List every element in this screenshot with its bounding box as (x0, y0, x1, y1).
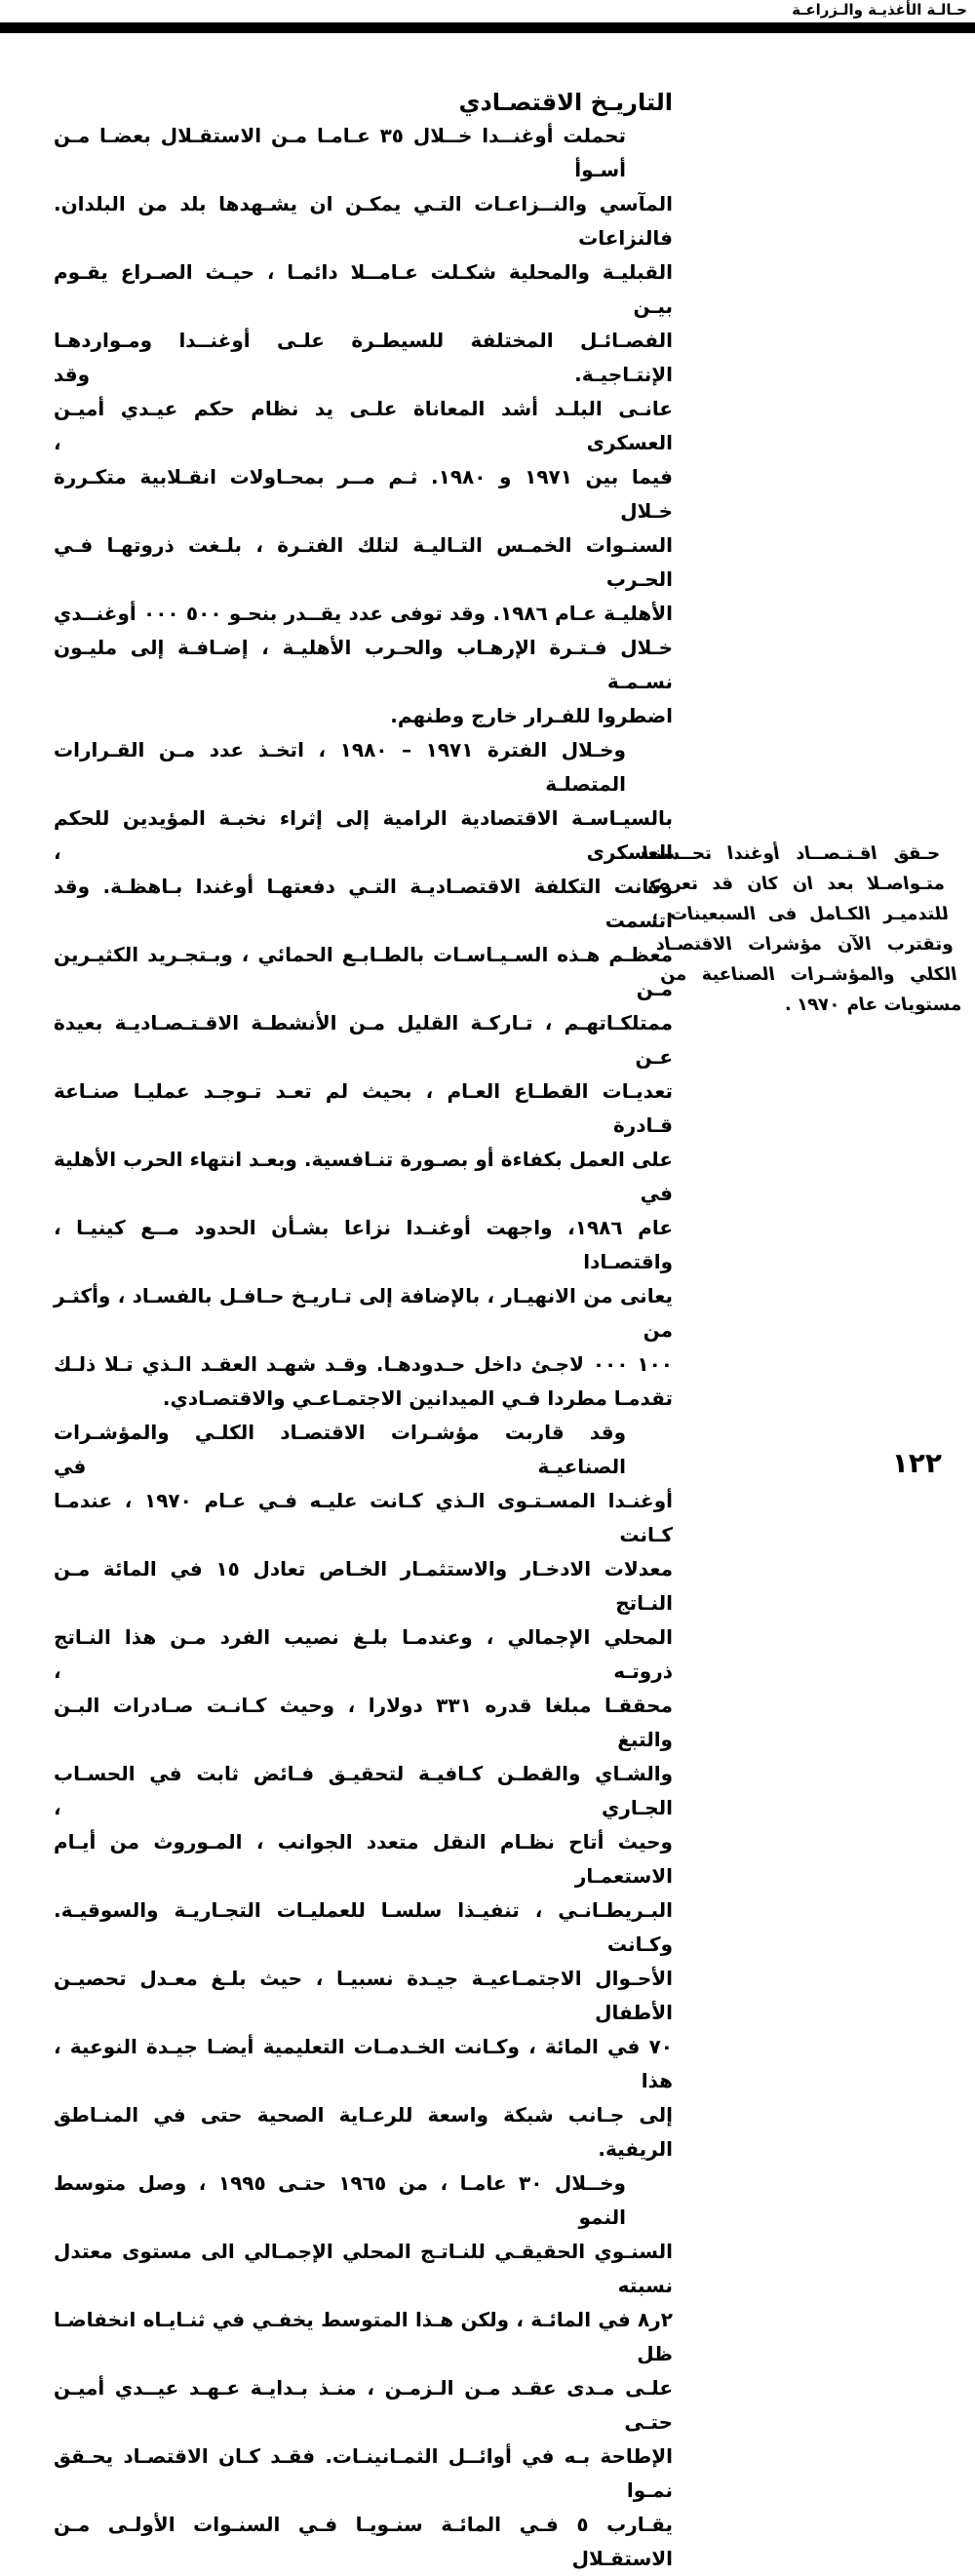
text-line: وخــلال ٣٠ عامـا ، من ١٩٦٥ حتـى ١٩٩٥ ، وصل متوسط النمو (54, 2171, 626, 2229)
paragraph (54, 1416, 673, 2166)
text-line: عانـى البلـد أشد المعاناة علـى يد نظام حكم عيـدي أميـن العسكرى ، (54, 397, 673, 454)
text-line: تقدمـا مطردا فـي الميدانين الاجتمـاعـي والاقتصـادي. (162, 1386, 673, 1410)
margin-note (641, 839, 963, 1020)
text-line: السنـوات الخمـس التـاليـة لتلك الفتـرة ، بلـغت ذروتهـا فـي الحـرب (54, 533, 673, 591)
text-line: الأحـوال الاجتمـاعيـة جيـدة نسبيـا ، حيث بلـغ معـدل تحصيـن الأطفال (54, 1967, 673, 2024)
text-line: وكانت التكلفة الاقتصـاديـة التـي دفعتهـا أوغندا بـاهظـة. وقد اتسمت (54, 875, 673, 932)
text-line: وخـلال الفترة ١٩٧١ – ١٩٨٠ ، اتخـذ عدد مـن القـرارات المتصلـة (54, 738, 626, 796)
margin-note-line: مستويات عام ١٩٧٠ . (782, 995, 963, 1015)
text-line: تعديـات القطـاع العـام ، بحيث لم تعـد تـوجـد عمليـا صنـاعة قـادرة (54, 1079, 673, 1137)
paragraph (54, 733, 673, 1416)
text-line: ١٠٠ ٠٠٠ لاجـئ داخل حـدودهـا. وقـد شهـد العقـد الـذي تـلا ذلـك (54, 1352, 674, 1376)
text-line: المحلي الإجمالي ، وعندمـا بلـغ نصيب الفرد مـن هذا النـاتج ذروتـه ، (54, 1625, 673, 1683)
margin-note-line: متـواصـلا بعد ان كان قد تعرض (644, 874, 946, 894)
text-line: ممتلكـاتهـم ، تـاركـة القليل مـن الأنشطـة الاقـتـصـاديـة بعيدة عـن (54, 1011, 673, 1069)
text-line: معظـم هـذه السـيـاسـات بالطـابـع الحمائي ، وبـتجـريد الكثيـرين مـن (54, 943, 673, 1000)
header-rule (0, 22, 975, 33)
text-line: عام ١٩٨٦، واجهت أوغنـدا نزاعا بشـأن الحدود مــع كينيـا ، واقتصـادا (54, 1216, 673, 1273)
text-line: وقد قاربت مؤشـرات الاقتصـاد الكلـي والمؤشـرات الصناعيـة في (54, 1421, 626, 1478)
article-column (54, 86, 673, 2576)
text-line: محققـا مبلغا قدره ٣٣١ دولارا ، وحيث كـانـت صـادرات البـن والتبغ (54, 1694, 673, 1751)
text-line: على العمل بكفاءة أو بصـورة تنـافسية. وبعـد انتهاء الحرب الأهلية في (54, 1148, 673, 1205)
text-line: وحيث أتاح نظـام النقل متعدد الجوانب ، المـوروث من أيـام الاستعمـار (54, 1830, 673, 1888)
margin-note-line: حـقق اقـتـصــاد أوغندا تحــسنـا (641, 843, 942, 864)
paragraph (54, 2166, 673, 2576)
text-line: ٧٠ في المائة ، وكـانت الخـدمـات التعليمية أيضـا جيـدة النوعية ، هذا (54, 2035, 673, 2092)
text-line: السنـوي الحقيقـي للنـاتـج المحلي الإجمـالي الى مستوى معتدل نسبته (54, 2240, 673, 2297)
text-line: القبليـة والمحلية شكـلت عـامــلا دائمـا ، حيـث الصـراع يقـوم بيـن (54, 260, 673, 318)
page-number: ١٢٢ (891, 1447, 942, 1479)
text-line: الإطاحة بـه في أوائــل الثمـانينـات. فقـد كـان الاقتصـاد يحـقق نمـوا (54, 2444, 673, 2502)
text-line: يعانى من الانهيـار ، بالإضافة إلى تـاريـخ حـافـل بالفسـاد ، وأكثـر من (54, 1284, 673, 1342)
text-line: فيما بين ١٩٧١ و ١٩٨٠. ثـم مــر بمحـاولات انقـلابية متكـررة خـلال (54, 465, 674, 523)
margin-note-line: للتدميـر الكـامل فى السبعينات ، (649, 904, 951, 924)
text-line: الأهليـة عـام ١٩٨٦. وقد توفى عدد يقــدر بنحـو ٥٠٠ ٠٠٠ أوغنــدي (54, 602, 674, 625)
text-line: علـى مـدى عقـد مـن الـزمـن ، منـذ بـدايـة عـهـد عيــدي أميـن حتـى (54, 2376, 673, 2434)
text-line: إلى جـانب شبكة واسعة للرعـاية الصحية حتى في المنـاطق الريفية. (54, 2103, 673, 2161)
text-line: اضطروا للفـرار خارج وطنهم. (390, 704, 673, 727)
text-line: الفصـائـل المختلفة للسيطـرة علـى أوغنــدا ومـواردهـا الإنتـاجيـة. وقد (54, 329, 673, 386)
article-body (54, 119, 673, 2576)
article-title: التاريـخ الاقتصـادي (458, 89, 673, 116)
margin-note-line: الكلي والمؤشـرات الصناعية من (658, 964, 959, 985)
text-line: ٢ر٨ في المائـة ، ولكن هـذا المتوسط يخفـي في ثنـايـاه انخفاضـا ظل (54, 2308, 673, 2365)
text-line: تحملت أوغنــدا خــلال ٣٥ عـامـا مـن الاستقـلال بعضـا مـن أسـوأ (54, 124, 627, 181)
text-line: المآسي والنــزاعـات التـي يمكـن ان يشـهدها بلد من البلدان. فالنزاعات (54, 192, 673, 250)
paragraph (54, 119, 673, 733)
text-line: يقـارب ٥ فـي المائـة سنـويـا فـي السنـوات الأولـى مـن الاستقـلال (54, 2513, 673, 2570)
text-line: معدلات الادخـار والاستثمـار الخـاص تعادل ١٥ في المائة مـن النـاتج (54, 1557, 673, 1615)
text-line: خـلال فـتـرة الإرهـاب والحـرب الأهليـة ، إضـافـة إلى مليـون نسـمـة (54, 636, 673, 693)
text-line: والشـاي والقطـن كـافيـة لتحقيـق فـائض ثابت في الحسـاب الجـاري ، (54, 1762, 673, 1819)
text-line: بالسيـاسـة الاقتصادية الرامية إلى إثراء نخبـة المؤيدين للحكم العسكرى ، (54, 806, 673, 864)
margin-note-line: وتقترب الآن مؤشرات الاقتصـاد (653, 934, 955, 955)
text-line: البـريطـانـي ، تنفيـذا سلسـا للعمليـات التجـاريـة والسوقيـة. وكـانت (54, 1898, 673, 1956)
text-line: أوغنـدا المسـتـوى الـذي كـانت عليـه فـي عـام ١٩٧٠ ، عندمـا كـانت (54, 1489, 673, 1546)
running-header: حـالـة الأغذيـة والـزراعـة (792, 1, 967, 19)
